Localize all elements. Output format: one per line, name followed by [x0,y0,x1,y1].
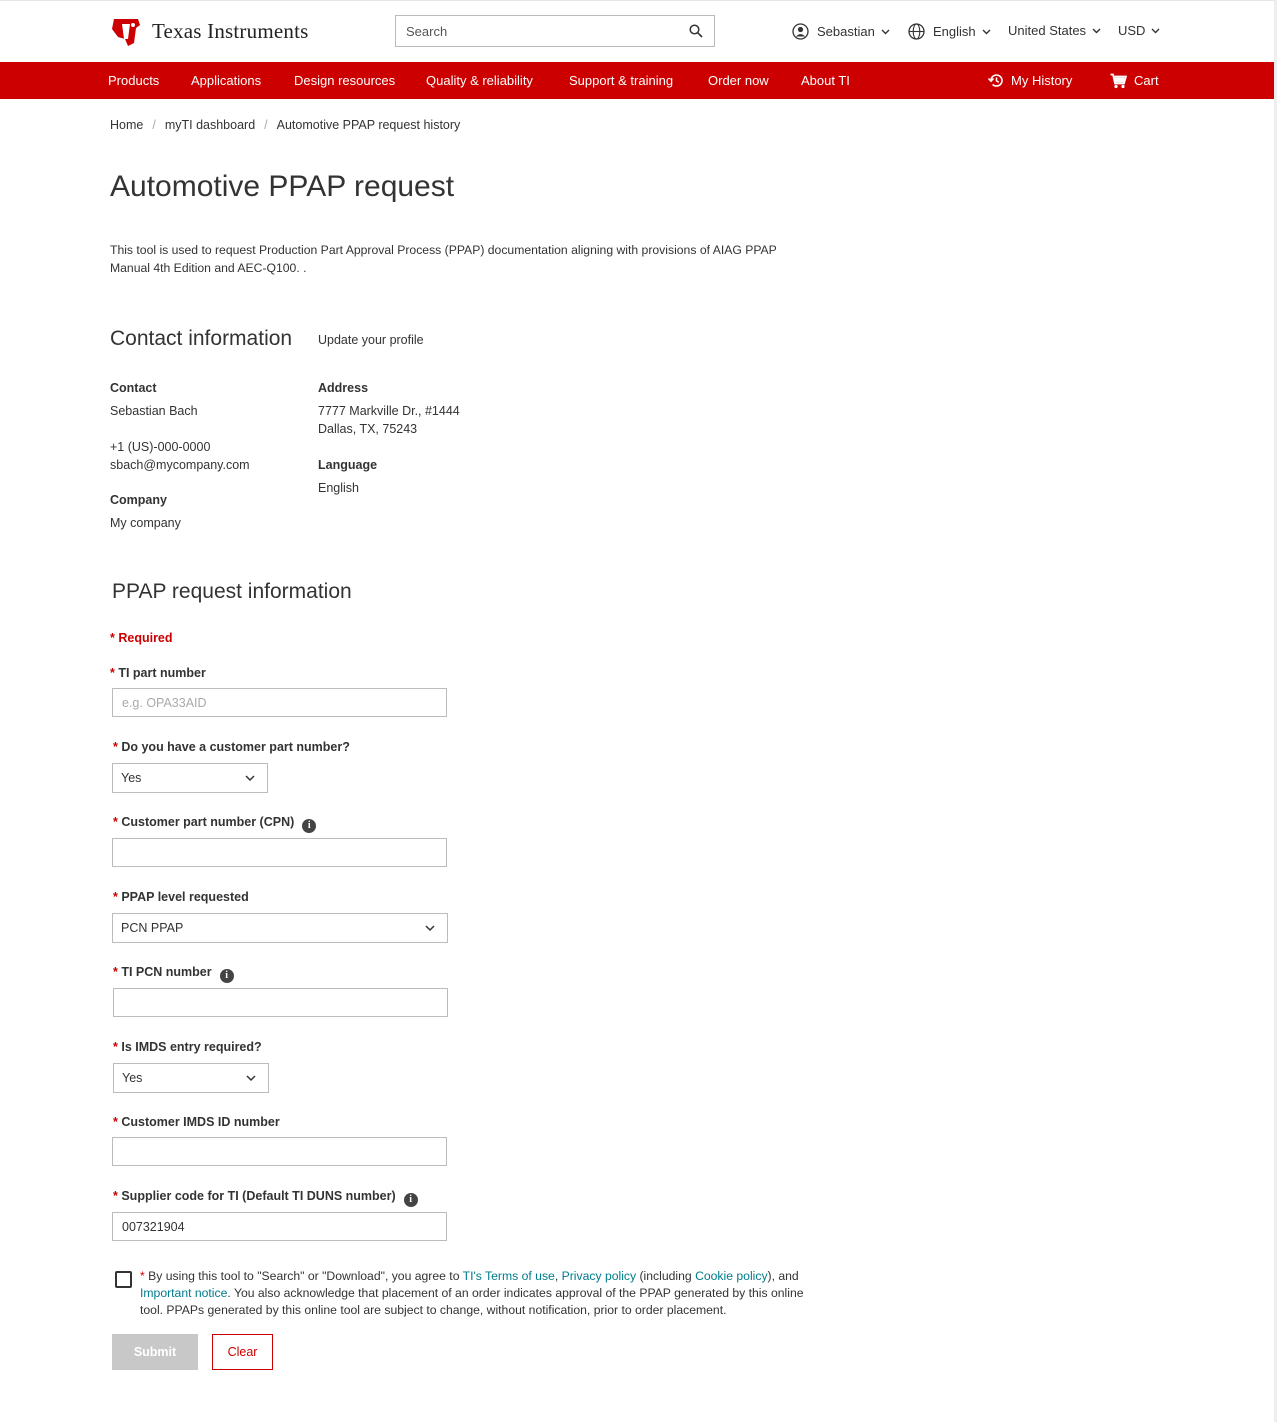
terms-text: * By using this tool to "Search" or "Download", you agree to TI's Terms of use, Privacy policy (including Cookie policy), and Important notice. You also acknowledge that placement of an order indicates approval of the PPAP generated by this online tool. PPAPs generated by this online tool are subject to change, without notification, prior to order placement. [140,1269,804,1317]
ti-part-label-text: TI part number [118,666,206,680]
ti-part-field[interactable] [112,688,447,717]
language-label: English [933,24,976,39]
search-input[interactable] [396,16,678,46]
terms-of-use-link[interactable]: TI's Terms of use [462,1269,555,1283]
chevron-down-icon [881,29,890,35]
info-icon[interactable]: i [302,819,316,833]
privacy-policy-link[interactable]: Privacy policy [561,1269,637,1283]
language-value: English [318,481,359,495]
nav-products[interactable]: Products [108,73,160,88]
user-name: Sebastian [817,24,875,39]
user-menu[interactable] [792,23,898,40]
has-cpn-value: Yes [121,771,142,785]
chevron-down-icon [245,775,255,782]
important-notice-link[interactable]: Important notice [140,1286,228,1300]
ppap-level-select[interactable] [112,913,448,943]
country-menu[interactable] [1008,23,1109,38]
required-note-text: Required [118,631,173,645]
info-icon[interactable]: i [404,1193,418,1207]
ti-part-input[interactable] [113,689,446,716]
pcn-label-text: TI PCN number [121,965,212,979]
nav-applications[interactable]: Applications [191,73,262,88]
contact-name: Sebastian Bach [110,404,198,418]
my-history-label: My History [1011,73,1073,88]
supplier-code-label: * Supplier code for TI (Default TI DUNS number) i [113,1189,418,1207]
language-menu[interactable] [908,23,999,40]
terms-text-3: (including [636,1269,696,1283]
history-icon [988,73,1004,88]
my-history-link[interactable] [988,62,1072,99]
pcn-input[interactable] [114,989,447,1016]
ppap-level-value: PCN PPAP [121,921,184,935]
ti-logo[interactable] [108,15,308,47]
chevron-down-icon [246,1075,256,1082]
terms-text-1: By using this tool to "Search" or "Download", you agree to [148,1269,463,1283]
search-icon[interactable] [678,16,714,46]
supplier-code-field[interactable] [112,1212,447,1241]
chevron-down-icon [1151,28,1160,34]
currency-label: USD [1118,23,1146,38]
user-icon [792,23,809,40]
globe-icon [908,23,925,40]
contact-phone: +1 (US)-000-0000 [110,440,211,454]
contact-label: Contact [110,381,157,395]
breadcrumb-dashboard[interactable]: myTI dashboard [164,118,256,132]
cpn-input[interactable] [113,839,446,866]
terms-checkbox[interactable] [115,1271,132,1288]
nav-design-resources[interactable]: Design resources [294,73,396,88]
address-line2: Dallas, TX, 75243 [318,422,418,436]
breadcrumb-separator: / [152,118,156,132]
contact-email: sbach@mycompany.com [110,458,250,472]
cpn-field[interactable] [112,838,447,867]
company-label: Company [110,493,167,507]
ti-part-label: * TI part number [110,666,206,680]
cart-label: Cart [1134,73,1159,88]
terms-text-5: . You also acknowledge that placement of an order indicates approval of the PPAP generated by this online tool. PPAPs generated by this online tool are subject to change, without notification, prior to order placement. [140,1286,804,1317]
country-label: United States [1008,23,1087,38]
nav-order-now[interactable]: Order now [708,73,769,88]
breadcrumb-current: Automotive PPAP request history [276,118,461,132]
ti-logo-icon [108,15,144,47]
breadcrumb-separator: / [264,118,268,132]
submit-button[interactable]: Submit [112,1334,198,1370]
imds-required-value: Yes [122,1071,143,1085]
main-nav [0,62,1274,99]
cart-link[interactable] [1110,62,1159,99]
currency-menu[interactable] [1118,23,1168,38]
imds-id-field[interactable] [112,1137,447,1166]
breadcrumb [110,118,460,132]
required-note: * Required [110,631,173,645]
top-header [0,0,1277,62]
imds-id-input[interactable] [113,1138,446,1165]
imds-id-label: * Customer IMDS ID number [113,1115,280,1129]
ppap-heading: PPAP request information [112,580,352,603]
page-title: Automotive PPAP request [110,170,455,203]
ppap-level-label-text: PPAP level requested [121,890,249,904]
chevron-down-icon [425,925,435,932]
info-icon[interactable]: i [220,969,234,983]
breadcrumb-home[interactable]: Home [110,118,144,132]
update-profile-link[interactable]: Update your profile [318,333,424,347]
search-box[interactable] [395,15,715,47]
pcn-label: * TI PCN number i [113,965,234,983]
brand-name: Texas Instruments [152,18,309,43]
nav-quality-reliability[interactable]: Quality & reliability [426,73,533,88]
chevron-down-icon [982,29,991,35]
nav-about-ti[interactable]: About TI [801,73,850,88]
language-label: Language [318,458,378,472]
nav-support-training[interactable]: Support & training [569,73,674,88]
cart-icon [1110,73,1127,89]
has-cpn-label-text: Do you have a customer part number? [121,740,350,754]
chevron-down-icon [1092,28,1101,34]
cpn-label-text: Customer part number (CPN) [121,815,295,829]
imds-required-select[interactable] [113,1063,269,1093]
address-label: Address [318,381,369,395]
cpn-label: * Customer part number (CPN) i [113,815,316,833]
has-cpn-label: * Do you have a customer part number? [113,740,350,754]
pcn-field[interactable] [113,988,448,1017]
address-line1: 7777 Markville Dr., #1444 [318,404,460,418]
supplier-code-label-text: Supplier code for TI (Default TI DUNS number) [121,1189,396,1203]
terms-text-4: ), and [767,1269,799,1283]
has-cpn-select[interactable] [112,763,268,793]
imds-required-label: * Is IMDS entry required? [113,1040,262,1054]
imds-required-label-text: Is IMDS entry required? [121,1040,262,1054]
page-intro: This tool is used to request Production Part Approval Process (PPAP) documentation aligning with provisions of AIAG PPAP Manual 4th Edition and AEC-Q100. . [110,243,777,275]
ppap-level-label: * PPAP level requested [113,890,249,904]
supplier-code-input[interactable] [113,1213,446,1240]
cookie-policy-link[interactable]: Cookie policy [695,1269,768,1283]
company-name: My company [110,516,181,530]
contact-heading: Contact information [110,327,293,350]
clear-button[interactable]: Clear [212,1334,273,1370]
imds-id-label-text: Customer IMDS ID number [121,1115,280,1129]
terms-text-2: , [554,1269,562,1283]
